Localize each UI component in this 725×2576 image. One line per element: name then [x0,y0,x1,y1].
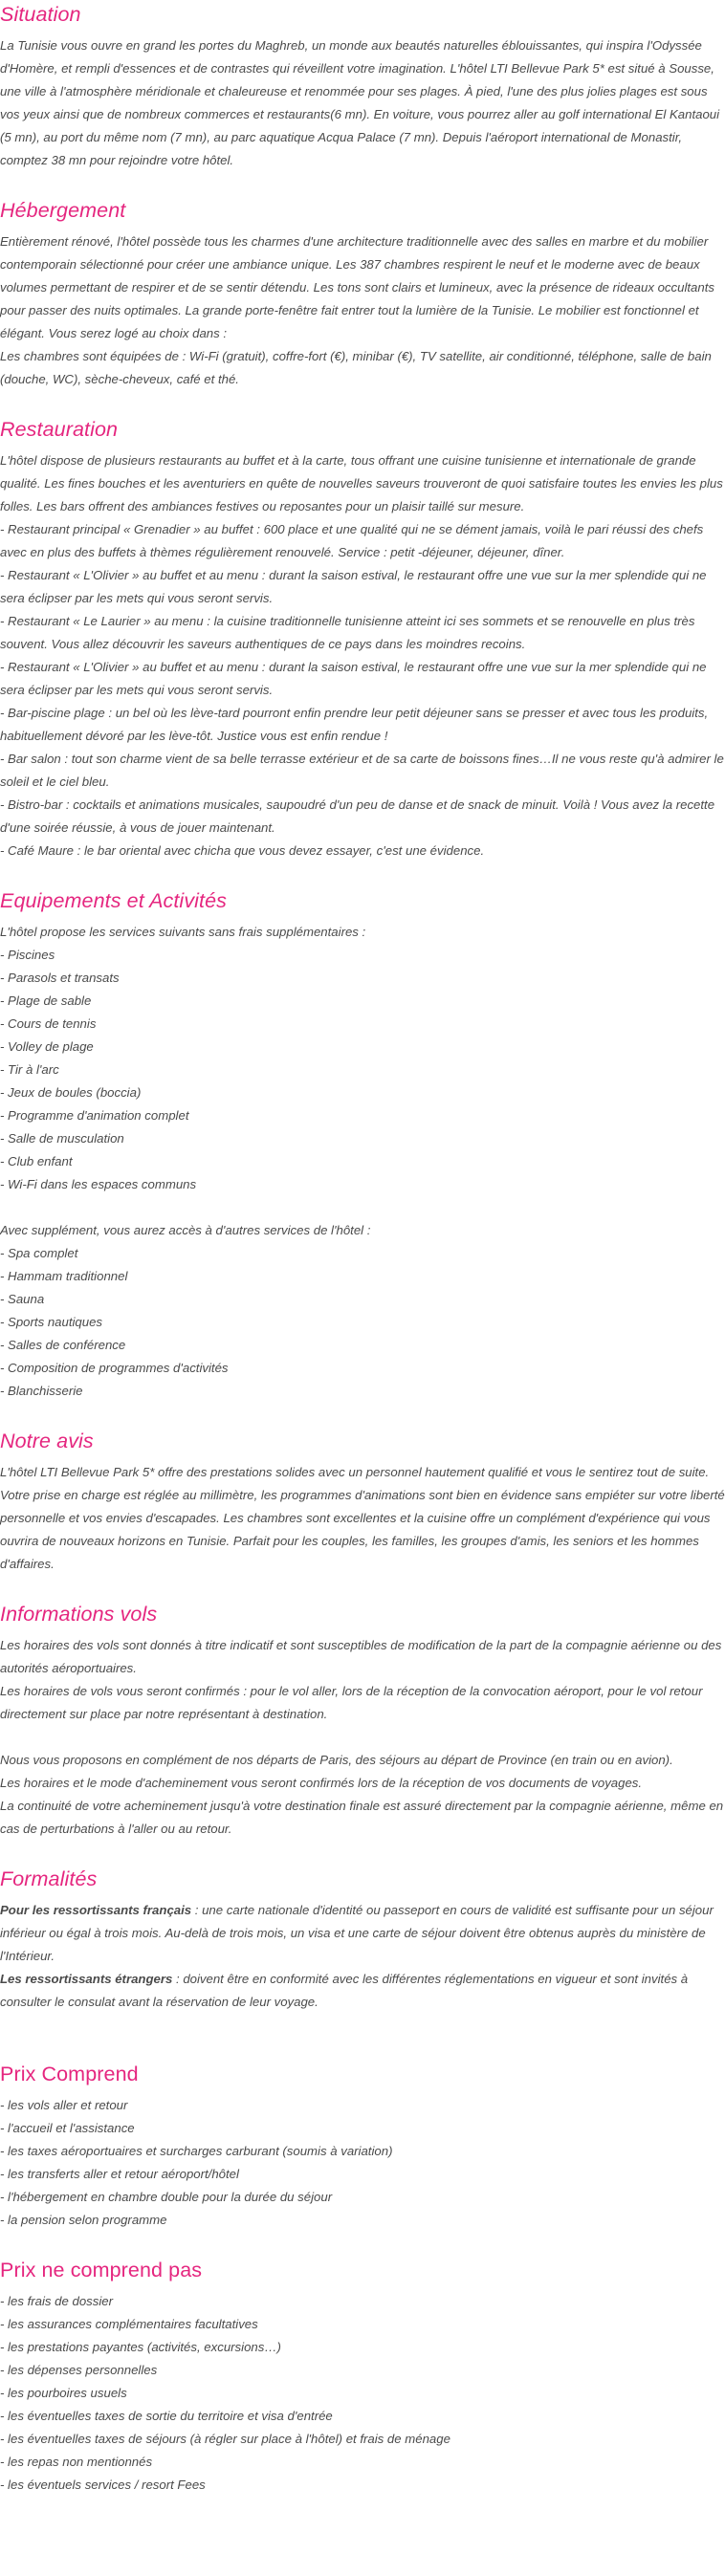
list-item: - Plage de sable [0,993,92,1008]
list-item: - l'accueil et l'assistance [0,2121,135,2135]
list-item: - Hammam traditionnel [0,1269,128,1283]
vols-paragraph: La continuité de votre acheminement jusqu'à votre destination finale est assuré directement par la compagnie aérienne, même en cas de perturbations à l'aller ou au retour. [0,1799,724,1836]
prix-comprend-heading: Prix Comprend [0,2063,139,2085]
hebergement-room-equipment: Les chambres sont équipées de : Wi-Fi (gratuit), coffre-fort (€), minibar (€), TV satellite, air conditionné, téléphone, salle de bain (douche, WC), sèche-cheveux, café et thé. [0,349,712,386]
list-item: - Composition de programmes d'activités [0,1361,229,1375]
list-item: - Piscines [0,948,55,962]
list-item: - les dépenses personnelles [0,2363,158,2377]
list-item: - les frais de dossier [0,2294,113,2308]
restauration-item: - Bistro-bar : cocktails et animations musicales, saupoudré d'un peu de danse et de snack de minuit. Voilà ! Vous avez la recette d'une soirée réussie, à vous de jouer maintenant. [0,797,715,835]
list-item: - Jeux de boules (boccia) [0,1085,142,1100]
list-item: - les transferts aller et retour aéroport/hôtel [0,2167,239,2181]
equipements-free-intro: L'hôtel propose les services suivants sans frais supplémentaires : [0,925,366,939]
hebergement-text: Entièrement rénové, l'hôtel possède tous les charmes d'une architecture traditionnelle avec des salles en marbre et du mobilier contemporain sélectionné pour créer une ambiance unique. Les 387 chambres respirent le neuf et le moderne avec de beaux volumes permettant de respirer et de se sentir détendu. Les tons sont clairs et lumineux, avec la présence de rideaux occultants pour passer des nuits optimales. La grande porte-fenêtre fait entrer tout la lumière de la Tunisie. Le mobilier est fonctionnel et élégant. Vous serez logé au choix dans : [0,234,714,340]
formalites-etrangers [0,1968,725,2014]
list-item: - Programme d'animation complet [0,1108,189,1123]
section-situation [0,0,725,172]
formalites-heading: Formalités [0,1867,98,1890]
list-item: - les assurances complémentaires facultatives [0,2317,258,2331]
list-item: - Blanchisserie [0,1384,83,1398]
formalites-etrangers-label: Les ressortissants étrangers [0,1972,173,1986]
restauration-item: - Restaurant « Le Laurier » au menu : la cuisine traditionnelle tunisienne atteint ici ses sommets et se renouvelle en plus très souvent. Vous allez découvrir les saveurs authentiques de ce pays dans les moindres recoins. [0,614,695,651]
list-item: - Club enfant [0,1154,73,1168]
list-item: - les taxes aéroportuaires et surcharges carburant (soumis à variation) [0,2144,393,2158]
avis-text: L'hôtel LTI Bellevue Park 5* offre des prestations solides avec un personnel hautement qualifié et vous le sentirez tout de suite. Votre prise en charge est réglée au millimètre, les programmes d'animations sont bien en évidence sans empiéter sur votre liberté personnelle et vos envies d'escapades. Les chambres sont excellentes et la cuisine offre un complément d'expérience qui vous ouvrira de nouveaux horizons en Tunisie. Parfait pour les couples, les familles, les groupes d'amis, les seniors et les hommes d'affaires. [0,1465,725,1571]
section-prix-ne-comprend-pas [0,2256,725,2497]
list-item: - Parasols et transats [0,971,120,985]
section-hebergement [0,196,725,391]
list-item: - les prestations payantes (activités, excursions…) [0,2340,281,2354]
list-item: - Spa complet [0,1246,78,1260]
restauration-item: - Restaurant « L'Olivier » au buffet et au menu : durant la saison estival, le restaurant offre une vue sur la mer splendide qui ne sera éclipser par les mets qui vous seront servis. [0,660,707,697]
vols-paragraph: Les horaires et le mode d'acheminement vous seront confirmés lors de la réception de vos documents de voyages. [0,1776,643,1790]
list-item: - Sauna [0,1292,45,1306]
formalites-francais [0,1899,725,1968]
list-item: - Wi-Fi dans les espaces communs [0,1177,197,1191]
vols-paragraph: Nous vous proposons en complément de nos départs de Paris, des séjours au départ de Province (en train ou en avion). [0,1753,673,1767]
list-item: - Cours de tennis [0,1016,97,1031]
restauration-item: - Restaurant « L'Olivier » au buffet et au menu : durant la saison estival, le restaurant offre une vue sur la mer splendide qui ne sera éclipser par les mets qui vous seront servis. [0,568,707,605]
list-item: - Salles de conférence [0,1338,126,1352]
situation-heading: Situation [0,3,81,26]
prix-comprend-list [0,2094,725,2232]
equipements-heading: Equipements et Activités [0,889,228,912]
section-prix-comprend [0,2060,725,2232]
avis-heading: Notre avis [0,1430,94,1452]
section-avis [0,1427,725,1576]
situation-text: La Tunisie vous ouvre en grand les portes du Maghreb, un monde aux beautés naturelles éblouissantes, qui inspira l'Odyssée d'Homère, et rempli d'essences et de contrastes qui réveillent votre imagination. L'hôtel LTI Bellevue Park 5* est situé à Sousse, une ville à l'atmosphère méridionale et chaleureuse et renommée pour ses plages. À pied, l'une des plus jolies plages est sous vos yeux ainsi que de nombreux commerces et restaurants(6 mn). En voiture, vous pourrez aller au golf international El Kantaoui (5 mn), au port du même nom (7 mn), au parc aquatique Acqua Palace (7 mn). Depuis l'aéroport international de Monastir, comptez 38 mn pour rejoindre votre hôtel. [0,38,720,167]
list-item: - les éventuelles taxes de séjours (à régler sur place à l'hôtel) et frais de ménage [0,2432,450,2446]
list-item: - les pourboires usuels [0,2386,127,2400]
section-informations-vols [0,1600,725,1841]
section-restauration [0,415,725,862]
list-item: - les éventuelles taxes de sortie du territoire et visa d'entrée [0,2409,333,2423]
list-item: - Sports nautiques [0,1315,103,1329]
equipements-paid-list [0,1242,725,1403]
equipements-free-list [0,944,725,1196]
vols-heading: Informations vols [0,1603,158,1626]
list-item: - Tir à l'arc [0,1062,59,1077]
formalites-francais-text: : une carte nationale d'identité ou passeport en cours de validité est suffisante pour un séjour inférieur ou égal à trois mois. Au-delà de trois mois, un visa et une carte de séjour doivent être obtenus auprès du ministère de l'Intérieur. [0,1903,714,1963]
restauration-item: - Bar-piscine plage : un bel où les lève-tard pourront enfin prendre leur petit déjeuner sans se presser et avec tous les produits, habituellement dévoré par les lève-tôt. Justice vous est enfin rendue ! [0,706,709,743]
prix-ne-comprend-list [0,2290,725,2497]
section-formalites [0,1865,725,2014]
vols-paragraph: Les horaires de vols vous seront confirmés : pour le vol aller, lors de la réception de la convocation aéroport, pour le vol retour directement sur place par notre représentant à destination. [0,1684,703,1721]
formalites-etrangers-text: : doivent être en conformité avec les différentes réglementations en vigueur et sont invités à consulter le consulat avant la réservation de leur voyage. [0,1972,689,2009]
formalites-francais-label: Pour les ressortissants français [0,1903,192,1917]
list-item: - les éventuels services / resort Fees [0,2478,206,2492]
list-item: - Volley de plage [0,1039,94,1054]
restauration-item: - Restaurant principal « Grenadier » au buffet : 600 place et une qualité qui ne se dément jamais, voilà le pari réussi des chefs avec en plus des buffets à thèmes régulièrement renouvelé. Service : petit -déjeuner, déjeuner, dîner. [0,522,704,559]
list-item: - Salle de musculation [0,1131,124,1146]
list-item: - les repas non mentionnés [0,2455,153,2469]
restauration-item: - Bar salon : tout son charme vient de sa belle terrasse extérieur et de sa carte de boissons fines…Il ne vous reste qu'à admirer le soleil et le ciel bleu. [0,752,724,789]
restauration-intro: L'hôtel dispose de plusieurs restaurants au buffet et à la carte, tous offrant une cuisine tunisienne et internationale de grande qualité. Les fines bouches et les aventuriers en quête de nouvelles saveurs trouveront de quoi satisfaire toutes les envies les plus folles. Les bars offrent des ambiances festives ou reposantes pour un plaisir taillé sur mesure. [0,453,723,513]
list-item: - l'hébergement en chambre double pour la durée du séjour [0,2190,333,2204]
restauration-item: - Café Maure : le bar oriental avec chicha que vous devez essayer, c'est une évidence. [0,843,485,858]
hebergement-heading: Hébergement [0,199,126,222]
prix-ne-comprend-heading: Prix ne comprend pas [0,2259,203,2281]
equipements-paid-intro: Avec supplément, vous aurez accès à d'autres services de l'hôtel : [0,1223,371,1237]
list-item: - la pension selon programme [0,2213,167,2227]
restauration-heading: Restauration [0,418,119,441]
section-equipements [0,886,725,1403]
vols-paragraph: Les horaires des vols sont donnés à titre indicatif et sont susceptibles de modification de la part de la compagnie aérienne ou des autorités aéroportuaires. [0,1638,722,1675]
list-item: - les vols aller et retour [0,2098,128,2112]
